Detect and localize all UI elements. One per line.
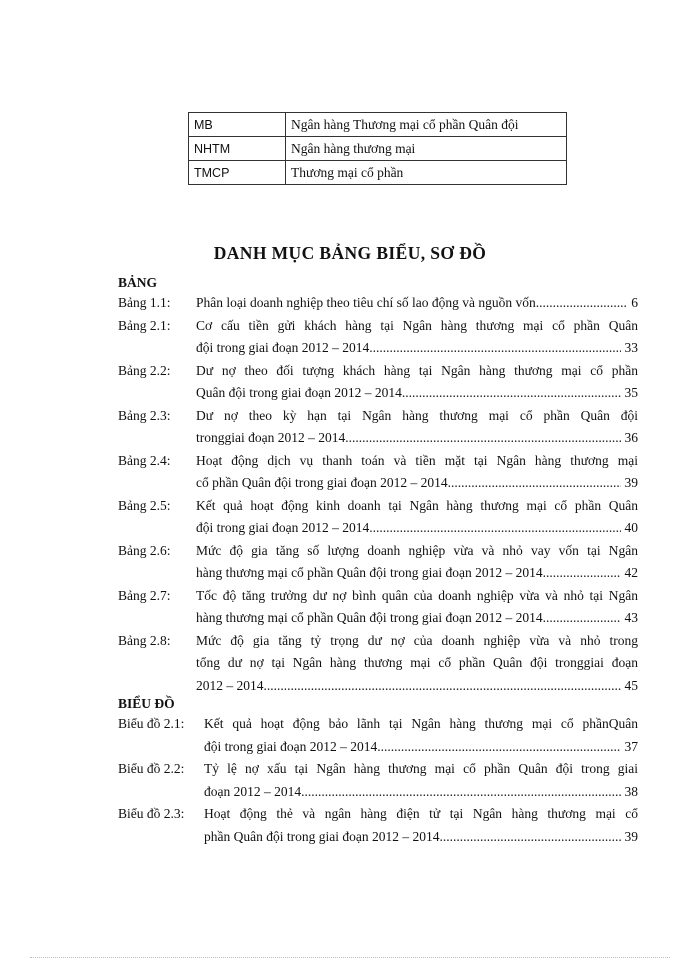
chart-entry — [118, 806, 638, 851]
abbreviation-row — [189, 161, 567, 185]
table-title-line: 2012 – 2014 ..... 45 — [196, 678, 638, 694]
table-title-line: Mức độ gia tăng tỷ trọng dư nợ của doanh nghiệp vừa và nhỏ trong — [196, 632, 638, 648]
abbreviation-table — [188, 112, 567, 185]
dot-leader — [369, 520, 620, 536]
table-page-number: 6 — [631, 295, 638, 310]
chart-entry — [118, 761, 638, 806]
chart-title-line: Tỷ lệ nợ xấu tại Ngân hàng thương mại cổ phần Quân đội trong giai — [204, 761, 638, 776]
chart-title-line: phần Quân đội trong giai đoạn 2012 – 2014 ..... 39 — [204, 829, 638, 845]
dot-leader — [264, 678, 621, 694]
table-entry — [118, 498, 638, 543]
abbreviation-meaning: Ngân hàng Thương mại cổ phần Quân đội — [286, 113, 567, 137]
chart-page-number: 38 — [624, 783, 638, 799]
table-entry — [118, 408, 638, 453]
table-label: Bảng 2.7: — [118, 587, 171, 603]
table-title-line: đội trong giai đoạn 2012 – 2014 ..... 40 — [196, 520, 638, 536]
table-title-line: Kết quả hoạt động kinh doanh tại Ngân hàng thương mại cổ phần Quân — [196, 497, 638, 513]
table-label: Bảng 2.4: — [118, 452, 171, 468]
table-entry — [118, 318, 638, 363]
table-title-line: Quân đội trong giai đoạn 2012 – 2014 ..... 35 — [196, 385, 638, 401]
table-page-number: 43 — [624, 610, 638, 625]
dot-leader — [345, 430, 620, 446]
table-page-number: 39 — [624, 475, 638, 490]
chart-page-number: 37 — [624, 738, 638, 754]
table-page-number: 42 — [624, 565, 638, 580]
table-label: Bảng 2.5: — [118, 497, 171, 513]
dot-leader — [543, 565, 621, 581]
table-title-line: Cơ cấu tiền gửi khách hàng tại Ngân hàng thương mại cổ phần Quân — [196, 317, 638, 333]
dot-leader — [536, 295, 628, 311]
table-label: Bảng 2.1: — [118, 317, 171, 333]
table-title-line: tổng dư nợ tại Ngân hàng thương mại cổ phần Quân đội tronggiai đoạn — [196, 655, 638, 670]
table-entry — [118, 453, 638, 498]
table-title-line: Mức độ gia tăng số lượng doanh nghiệp vừa và nhỏ vay vốn tại Ngân — [196, 542, 638, 558]
abbreviation-code: MB — [189, 113, 286, 137]
abbreviation-row — [189, 113, 567, 137]
table-entry — [118, 363, 638, 408]
dot-leader — [301, 784, 620, 800]
chart-title-line: Kết quả hoạt động bảo lãnh tại Ngân hàng thương mại cổ phầnQuân — [204, 716, 638, 731]
table-page-number: 45 — [624, 677, 638, 693]
abbreviation-code: TMCP — [189, 161, 286, 185]
dot-leader — [377, 739, 620, 755]
dot-leader — [448, 475, 621, 491]
table-title-line: hàng thương mại cổ phần Quân đội trong giai đoạn 2012 – 2014 ..... 43 — [196, 610, 638, 626]
table-entry — [118, 633, 638, 701]
table-page-number: 33 — [624, 340, 638, 355]
chart-label: Biểu đồ 2.2: — [118, 761, 185, 776]
table-entry — [118, 295, 638, 318]
table-title-line: cổ phần Quân đội trong giai đoạn 2012 – 2014 ..... 39 — [196, 475, 638, 491]
table-page-number: 36 — [624, 430, 638, 445]
table-label: Bảng 2.8: — [118, 632, 171, 648]
abbreviation-meaning: Ngân hàng thương mại — [286, 137, 567, 161]
chart-title-line: đoạn 2012 – 2014 ..... 38 — [204, 784, 638, 800]
page-title: DANH MỤC BẢNG BIỂU, SƠ ĐỒ — [213, 243, 487, 263]
table-entry — [118, 588, 638, 633]
table-title-line: tronggiai đoạn 2012 – 2014 ..... 36 — [196, 430, 638, 446]
table-title-line: Hoạt động dịch vụ thanh toán và tiền mặt tại Ngân hàng thương mại — [196, 452, 638, 468]
dot-leader — [369, 340, 620, 356]
table-label: Bảng 2.3: — [118, 407, 171, 423]
table-title-line: Dư nợ theo đối tượng khách hàng tại Ngân hàng thương mại cổ phần — [196, 362, 638, 378]
table-page-number: 35 — [624, 385, 638, 400]
table-label: Bảng 1.1: — [118, 295, 171, 310]
abbreviation-row — [189, 137, 567, 161]
table-label: Bảng 2.6: — [118, 542, 171, 558]
table-title-line: đội trong giai đoạn 2012 – 2014 ..... 33 — [196, 340, 638, 356]
abbreviation-code: NHTM — [189, 137, 286, 161]
table-page-number: 40 — [624, 520, 638, 535]
chart-title-line: Hoạt động thẻ và ngân hàng điện tử tại Ngân hàng thương mại cổ — [204, 806, 638, 821]
chart-page-number: 39 — [624, 828, 638, 844]
table-title-line: Tốc độ tăng trưởng dư nợ bình quân của doanh nghiệp vừa và nhỏ tại Ngân — [196, 587, 638, 603]
chart-label: Biểu đồ 2.3: — [118, 806, 185, 821]
dot-leader — [439, 829, 620, 845]
charts-heading: BIỂU ĐỒ — [118, 696, 175, 711]
dot-leader — [402, 385, 621, 401]
abbreviation-meaning: Thương mại cổ phần — [286, 161, 567, 185]
dot-leader — [543, 610, 621, 626]
tables-heading: BẢNG — [118, 275, 158, 290]
table-title-line: hàng thương mại cổ phần Quân đội trong giai đoạn 2012 – 2014 ..... 42 — [196, 565, 638, 581]
table-title-line: Dư nợ theo kỳ hạn tại Ngân hàng thương mại cổ phần Quân đội — [196, 407, 638, 423]
footer-rule — [30, 957, 670, 958]
chart-title-line: đội trong giai đoạn 2012 – 2014 ..... 37 — [204, 739, 638, 755]
table-entry — [118, 543, 638, 588]
chart-label: Biểu đồ 2.1: — [118, 716, 185, 731]
chart-entry — [118, 716, 638, 761]
table-label: Bảng 2.2: — [118, 362, 171, 378]
table-title-line: Phân loại doanh nghiệp theo tiêu chí số lao động và nguồn vốn ..... 6 — [196, 295, 638, 311]
